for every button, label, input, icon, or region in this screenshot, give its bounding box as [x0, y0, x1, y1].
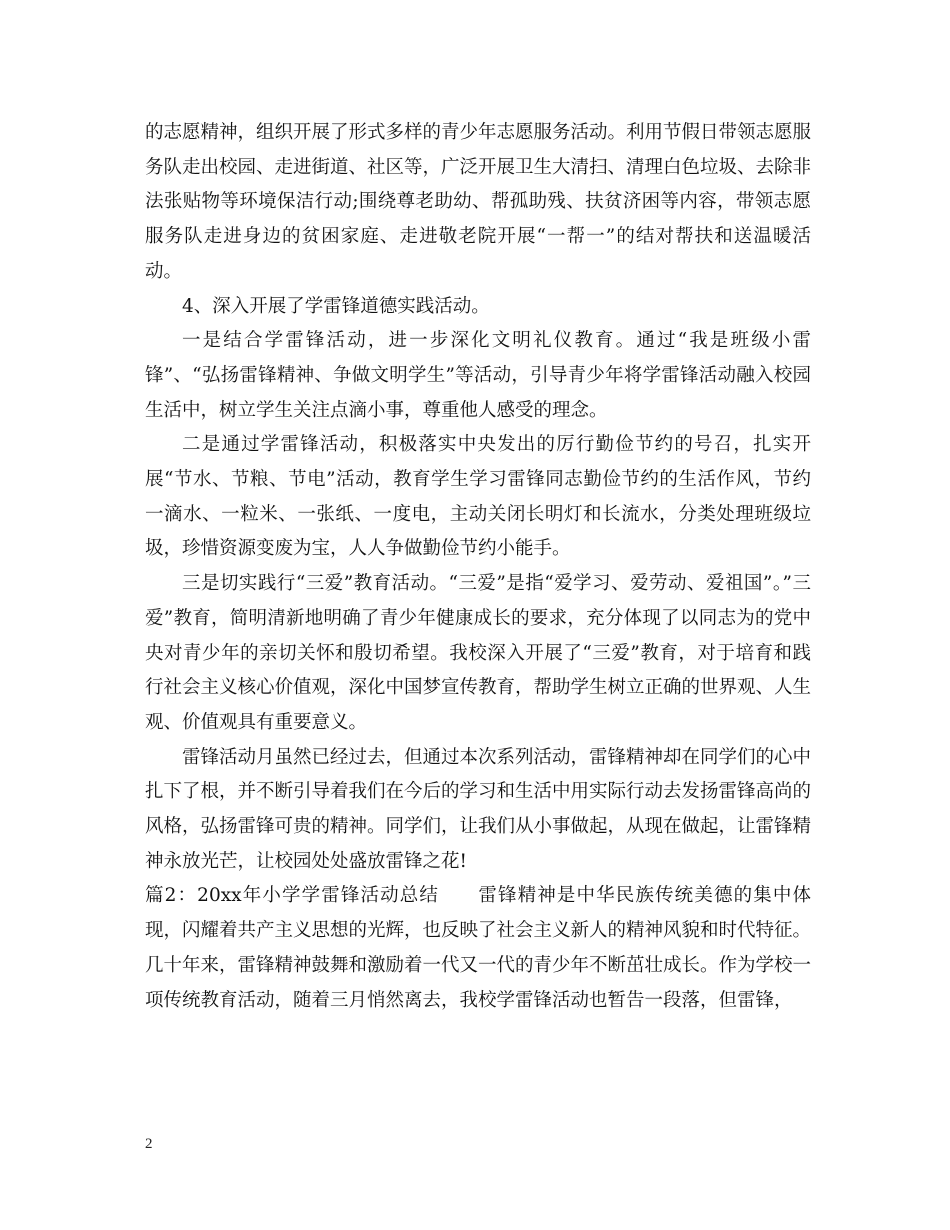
- paragraph-article-2: 篇2：20xx年小学学雷锋活动总结 雷锋精神是中华民族传统美德的集中体现，闪耀着共产主义思想的光辉，也反映了社会主义新人的精神风貌和时代特征。几十年来，雷锋精神鼓舞和激励着一代又一代的青少年不断茁壮成长。作为学校一项传统教育活动，随着三月悄然离去，我校学雷锋活动也暂告一段落，但雷锋，: [145, 885, 812, 1011]
- page-number: 2: [145, 1136, 153, 1152]
- paragraph-three-loves: 三是切实践行“三爱”教育活动。“三爱”是指“爱学习、爱劳动、爱祖国”。”三爱”教育，简明清新地明确了青少年健康成长的要求，充分体现了以同志为的党中央对青少年的亲切关怀和殷切希望。我校深入开展了“三爱”教育，对于培育和践行社会主义核心价值观，深化中国梦宣传教育，帮助学生树立正确的世界观、人生观、价值观具有重要意义。: [145, 573, 812, 733]
- paragraph-conclusion: 雷锋活动月虽然已经过去，但通过本次系列活动，雷锋精神却在同学们的心中扎下了根，并不断引导着我们在今后的学习和生活中用实际行动去发扬雷锋高尚的风格，弘扬雷锋可贵的精神。同学们，让我们从小事做起，从现在做起，让雷锋精神永放光芒，让校园处处盛放雷锋之花!: [145, 746, 812, 872]
- paragraph-thrift-campaign: 二是通过学雷锋活动，积极落实中央发出的厉行勤俭节约的号召，扎实开展“节水、节粮、节电”活动，教育学生学习雷锋同志勤俭节约的生活作风，节约一滴水、一粒米、一张纸、一度电，主动关闭长明灯和长流水，分类处理班级垃圾，珍惜资源变废为宝，人人争做勤俭节约小能手。: [145, 434, 811, 560]
- paragraph-section-4-heading: 4、深入开展了学雷锋道德实践活动。: [182, 295, 490, 317]
- body-text: [145, 116, 811, 1018]
- paragraph-volunteer-service: 的志愿精神，组织开展了形式多样的青少年志愿服务活动。利用节假日带领志愿服务队走出校园、走进街道、社区等，广泛开展卫生大清扫、清理白色垃圾、去除非法张贴物等环境保洁行动;围绕尊老助幼、帮孤助残、扶贫济困等内容，带领志愿服务队走进身边的贫困家庭、走进敬老院开展“一帮一”的结对帮扶和送温暖活动。: [145, 122, 812, 282]
- paragraph-etiquette-education: 一是结合学雷锋活动，进一步深化文明礼仪教育。通过“我是班级小雷锋”、“弘扬雷锋精神、争做文明学生”等活动，引导青少年将学雷锋活动融入校园生活中，树立学生关注点滴小事，尊重他人感受的理念。: [145, 330, 811, 421]
